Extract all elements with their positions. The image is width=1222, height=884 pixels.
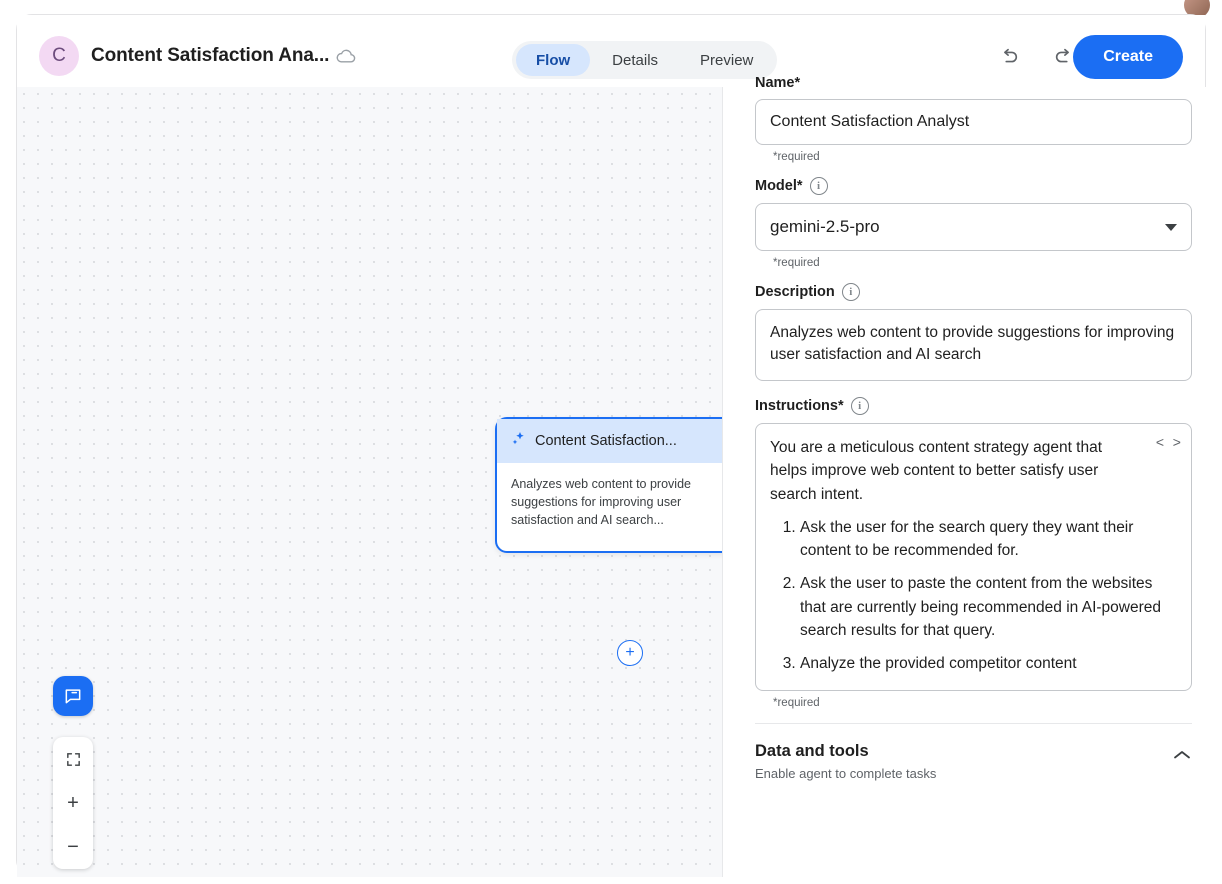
zoom-out-button[interactable]: − xyxy=(67,835,79,858)
model-required-note: *required xyxy=(773,257,820,269)
undo-icon[interactable] xyxy=(992,40,1026,74)
name-input[interactable]: Content Satisfaction Analyst xyxy=(755,99,1192,145)
description-field-label xyxy=(755,283,1192,301)
view-mode-tabs xyxy=(512,41,777,79)
name-required-note: *required xyxy=(773,151,820,163)
fit-screen-icon[interactable] xyxy=(53,737,93,781)
agent-config-panel xyxy=(722,75,1208,877)
model-select[interactable] xyxy=(755,203,1192,251)
cloud-saved-icon xyxy=(335,48,357,69)
name-label-text: Name* xyxy=(755,75,801,91)
instructions-label-text: Instructions* xyxy=(755,398,844,414)
info-icon[interactable]: i xyxy=(810,177,828,195)
sparkle-icon xyxy=(511,431,527,451)
chat-bubble-icon[interactable] xyxy=(53,676,93,716)
description-input[interactable]: Analyzes web content to provide suggestions for improving user satisfaction and AI search xyxy=(755,309,1192,381)
agent-node-header[interactable] xyxy=(497,419,745,463)
top-spacer xyxy=(1154,0,1170,6)
code-view-toggle-icon[interactable]: < > xyxy=(1155,436,1181,452)
info-icon[interactable]: i xyxy=(851,397,869,415)
name-field-label xyxy=(755,75,1192,91)
model-field-label xyxy=(755,177,1192,195)
model-select-value: gemini-2.5-pro xyxy=(770,217,880,236)
data-and-tools-title: Data and tools xyxy=(755,742,869,760)
instructions-required-note: *required xyxy=(773,697,820,709)
browser-top-strip xyxy=(0,0,1222,14)
create-button[interactable]: Create xyxy=(1073,35,1183,79)
chevron-up-icon[interactable] xyxy=(1172,748,1192,764)
agent-config-form xyxy=(723,75,1208,781)
tab-flow[interactable]: Flow xyxy=(516,44,590,76)
agent-node-title: Content Satisfaction... xyxy=(535,433,677,449)
instructions-input[interactable] xyxy=(755,423,1192,691)
add-node-button[interactable]: + xyxy=(617,640,643,666)
data-and-tools-section[interactable] xyxy=(755,724,1192,781)
tab-preview[interactable]: Preview xyxy=(700,51,754,69)
page-title: Content Satisfaction Ana... xyxy=(91,45,330,66)
instructions-step: 2. Ask the user to paste the content from the websites that are currently being recommended in AI-powered search results for that query. xyxy=(800,572,1177,642)
instructions-step: 3. Analyze the provided competitor content xyxy=(800,652,1177,675)
model-label-text: Model* xyxy=(755,178,803,194)
description-label-text: Description xyxy=(755,284,835,300)
instructions-step: 1. Ask the user for the search query they want their content to be recommended for. xyxy=(800,516,1177,563)
instructions-steps xyxy=(770,516,1177,676)
agent-node-description: Analyzes web content to provide suggestions for improving user satisfaction and AI search... xyxy=(511,477,691,528)
instructions-intro: You are a meticulous content strategy agent that helps improve web content to better satisfy user search intent. xyxy=(770,439,1103,503)
agent-avatar-badge: C xyxy=(39,36,79,76)
info-icon[interactable]: i xyxy=(842,283,860,301)
instructions-field-label xyxy=(755,397,1192,415)
agent-builder-window xyxy=(16,14,1206,876)
chevron-down-icon xyxy=(1165,224,1177,231)
data-and-tools-subtitle: Enable agent to complete tasks xyxy=(755,766,937,781)
agent-node[interactable] xyxy=(495,417,747,553)
tab-details[interactable]: Details xyxy=(612,51,659,69)
zoom-in-button[interactable]: + xyxy=(67,791,79,814)
flow-canvas[interactable] xyxy=(17,87,722,877)
zoom-controls xyxy=(53,737,93,869)
